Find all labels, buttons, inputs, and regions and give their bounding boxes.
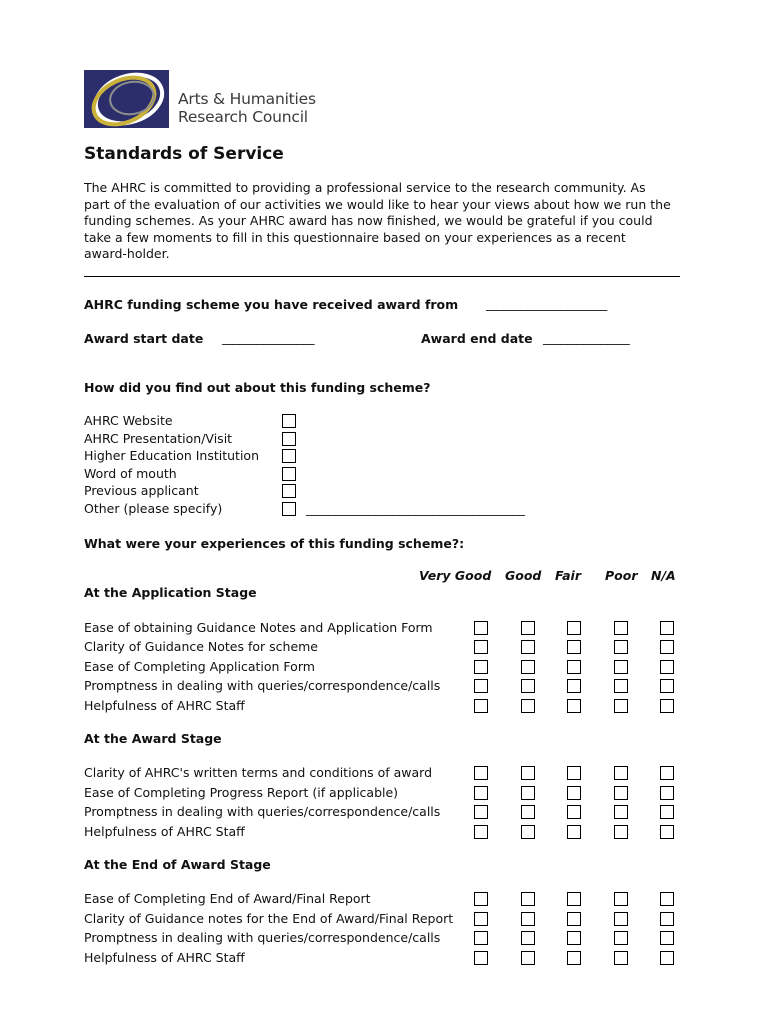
rating-checkbox-fair[interactable] xyxy=(567,766,581,780)
rating-checkbox-na[interactable] xyxy=(660,660,674,674)
other-specify-field[interactable]: ______________________________________ xyxy=(306,501,525,516)
rating-checkbox-very-good[interactable] xyxy=(474,621,488,635)
rating-item: Ease of obtaining Guidance Notes and Application Form xyxy=(84,620,433,635)
rating-checkbox-good[interactable] xyxy=(521,786,535,800)
rating-checkbox-poor[interactable] xyxy=(614,951,628,965)
rating-checkbox-fair[interactable] xyxy=(567,621,581,635)
rating-item: Helpfulness of AHRC Staff xyxy=(84,950,245,965)
rating-checkbox-fair[interactable] xyxy=(567,660,581,674)
option-label: Higher Education Institution xyxy=(84,448,259,463)
rating-checkbox-fair[interactable] xyxy=(567,640,581,654)
logo-mark xyxy=(84,70,169,128)
end-date-field[interactable]: _______________ xyxy=(543,330,630,345)
column-good: Good xyxy=(505,568,542,583)
option-checkbox[interactable] xyxy=(282,502,296,516)
rating-checkbox-good[interactable] xyxy=(521,825,535,839)
rating-checkbox-good[interactable] xyxy=(521,660,535,674)
option-label: Previous applicant xyxy=(84,483,199,498)
rating-checkbox-na[interactable] xyxy=(660,786,674,800)
rating-item: Ease of Completing Application Form xyxy=(84,659,315,674)
option-checkbox[interactable] xyxy=(282,467,296,481)
rating-checkbox-poor[interactable] xyxy=(614,660,628,674)
rating-checkbox-fair[interactable] xyxy=(567,931,581,945)
rating-checkbox-fair[interactable] xyxy=(567,699,581,713)
logo-line-2: Research Council xyxy=(178,108,308,126)
rating-checkbox-very-good[interactable] xyxy=(474,912,488,926)
option-checkbox[interactable] xyxy=(282,484,296,498)
intro-paragraph xyxy=(84,180,704,263)
rating-checkbox-poor[interactable] xyxy=(614,679,628,693)
rating-item: Helpfulness of AHRC Staff xyxy=(84,824,245,839)
rating-item: Promptness in dealing with queries/correspondence/calls xyxy=(84,678,441,693)
rating-checkbox-poor[interactable] xyxy=(614,912,628,926)
rating-checkbox-very-good[interactable] xyxy=(474,699,488,713)
ahrc-logo xyxy=(84,70,332,128)
rating-checkbox-very-good[interactable] xyxy=(474,766,488,780)
logo-rings-icon xyxy=(84,70,169,128)
option-label: Word of mouth xyxy=(84,466,177,481)
rating-checkbox-very-good[interactable] xyxy=(474,679,488,693)
start-date-label: Award start date xyxy=(84,331,204,346)
column-fair: Fair xyxy=(555,568,581,583)
rating-checkbox-fair[interactable] xyxy=(567,805,581,819)
option-label: AHRC Presentation/Visit xyxy=(84,431,233,446)
rating-checkbox-poor[interactable] xyxy=(614,786,628,800)
rating-checkbox-good[interactable] xyxy=(521,951,535,965)
rating-checkbox-na[interactable] xyxy=(660,912,674,926)
end-date-label: Award end date xyxy=(421,331,533,346)
intro-line: The AHRC is committed to providing a professional service to the research community. As xyxy=(84,180,646,195)
rating-checkbox-very-good[interactable] xyxy=(474,805,488,819)
rating-item: Clarity of Guidance notes for the End of Award/Final Report xyxy=(84,911,454,926)
logo-text xyxy=(178,90,316,126)
option-checkbox[interactable] xyxy=(282,432,296,446)
rating-item: Ease of Completing End of Award/Final Report xyxy=(84,891,371,906)
rating-checkbox-na[interactable] xyxy=(660,951,674,965)
rating-checkbox-fair[interactable] xyxy=(567,786,581,800)
experiences-question: What were your experiences of this funding scheme?: xyxy=(84,536,465,551)
rating-checkbox-poor[interactable] xyxy=(614,825,628,839)
intro-line: take a few moments to fill in this questionnaire based on your experiences as a recent xyxy=(84,229,626,245)
intro-line: award-holder. xyxy=(84,246,170,261)
section-heading: At the Application Stage xyxy=(84,585,257,600)
rating-checkbox-fair[interactable] xyxy=(567,825,581,839)
rating-checkbox-very-good[interactable] xyxy=(474,931,488,945)
rating-checkbox-na[interactable] xyxy=(660,825,674,839)
rating-checkbox-na[interactable] xyxy=(660,640,674,654)
rating-checkbox-poor[interactable] xyxy=(614,931,628,945)
option-checkbox[interactable] xyxy=(282,414,296,428)
scheme-field[interactable]: _____________________ xyxy=(486,296,607,311)
rating-checkbox-good[interactable] xyxy=(521,766,535,780)
option-checkbox[interactable] xyxy=(282,449,296,463)
rating-item: Promptness in dealing with queries/correspondence/calls xyxy=(84,930,441,945)
option-label: Other (please specify) xyxy=(84,501,223,516)
rating-checkbox-na[interactable] xyxy=(660,766,674,780)
rating-item: Clarity of Guidance Notes for scheme xyxy=(84,639,319,654)
divider xyxy=(84,276,680,277)
rating-checkbox-poor[interactable] xyxy=(614,699,628,713)
section-heading: At the Award Stage xyxy=(84,731,222,746)
column-na: N/A xyxy=(651,568,676,583)
rating-checkbox-good[interactable] xyxy=(521,640,535,654)
rating-checkbox-very-good[interactable] xyxy=(474,951,488,965)
rating-checkbox-fair[interactable] xyxy=(567,951,581,965)
rating-item: Clarity of AHRC's written terms and conditions of award xyxy=(84,765,433,780)
rating-checkbox-good[interactable] xyxy=(521,699,535,713)
section-heading: At the End of Award Stage xyxy=(84,857,271,872)
logo-line-1: Arts & Humanities xyxy=(178,90,316,108)
rating-checkbox-poor[interactable] xyxy=(614,805,628,819)
rating-checkbox-poor[interactable] xyxy=(614,621,628,635)
rating-checkbox-very-good[interactable] xyxy=(474,660,488,674)
rating-checkbox-good[interactable] xyxy=(521,892,535,906)
rating-checkbox-very-good[interactable] xyxy=(474,825,488,839)
rating-item: Ease of Completing Progress Report (if applicable) xyxy=(84,785,399,800)
rating-checkbox-fair[interactable] xyxy=(567,912,581,926)
rating-checkbox-good[interactable] xyxy=(521,679,535,693)
rating-checkbox-good[interactable] xyxy=(521,805,535,819)
rating-checkbox-good[interactable] xyxy=(521,912,535,926)
page-title: Standards of Service xyxy=(84,144,284,164)
rating-checkbox-poor[interactable] xyxy=(614,766,628,780)
rating-checkbox-na[interactable] xyxy=(660,621,674,635)
rating-checkbox-fair[interactable] xyxy=(567,679,581,693)
rating-checkbox-very-good[interactable] xyxy=(474,640,488,654)
scheme-label: AHRC funding scheme you have received award from xyxy=(84,297,459,312)
start-date-field[interactable]: ________________ xyxy=(222,330,314,345)
rating-item: Promptness in dealing with queries/correspondence/calls xyxy=(84,804,441,819)
intro-line: part of the evaluation of our activities we would like to hear your views about how we run the xyxy=(84,196,671,212)
rating-checkbox-na[interactable] xyxy=(660,931,674,945)
rating-item: Helpfulness of AHRC Staff xyxy=(84,698,245,713)
rating-checkbox-good[interactable] xyxy=(521,931,535,945)
intro-line: funding schemes. As your AHRC award has now finished, we would be grateful if you could xyxy=(84,213,653,228)
rating-checkbox-poor[interactable] xyxy=(614,892,628,906)
rating-checkbox-na[interactable] xyxy=(660,679,674,693)
rating-checkbox-very-good[interactable] xyxy=(474,892,488,906)
find-out-question: How did you find out about this funding scheme? xyxy=(84,380,431,395)
rating-checkbox-fair[interactable] xyxy=(567,892,581,906)
option-label: AHRC Website xyxy=(84,413,173,428)
rating-checkbox-good[interactable] xyxy=(521,621,535,635)
column-very-good: Very Good xyxy=(419,568,492,583)
rating-checkbox-na[interactable] xyxy=(660,805,674,819)
rating-checkbox-na[interactable] xyxy=(660,699,674,713)
rating-checkbox-na[interactable] xyxy=(660,892,674,906)
rating-checkbox-poor[interactable] xyxy=(614,640,628,654)
column-poor: Poor xyxy=(605,568,638,583)
rating-checkbox-very-good[interactable] xyxy=(474,786,488,800)
